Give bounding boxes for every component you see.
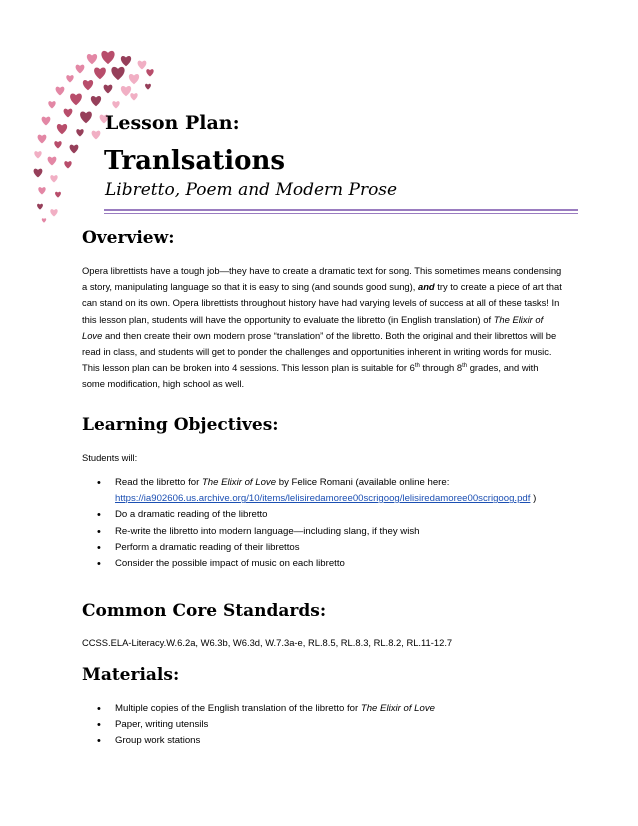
heart-icon xyxy=(94,67,106,79)
heart-icon xyxy=(87,54,97,64)
heart-icon xyxy=(138,61,147,70)
heart-icon xyxy=(83,80,93,90)
objectives-intro: Students will: xyxy=(82,452,138,463)
heart-icon xyxy=(121,86,131,96)
heart-icon xyxy=(34,169,43,178)
heart-icon xyxy=(56,87,65,96)
heart-icon xyxy=(57,124,67,134)
heart-icon xyxy=(121,56,131,66)
heart-icon xyxy=(70,145,79,154)
heart-icon xyxy=(42,117,51,126)
heart-icon xyxy=(145,84,151,90)
objectives-heading: Learning Objectives: xyxy=(82,415,279,435)
heart-icon xyxy=(76,65,85,74)
standards-text: CCSS.ELA-Literacy.W.6.2a, W6.3b, W6.3d, W.7.3a-e, RL.8.5, RL.8.3, RL.8.2, RL.11-12.7 xyxy=(82,637,453,648)
title-main: Tranlsations xyxy=(104,146,286,176)
overview-paragraph: Opera librettists have a tough job—they have to create a dramatic text for song. This sometimes means condensing a story, manipulating language so that it is easy to sing (and sounds good sung), and try to create a piece of art that can stand on its own. Opera librettists throughout history have had varying levels of success at all of these tasks! In this lesson plan, students will have the opportunity to evaluate the libretto (in English translation) of The Elixir of Love and then create their own modern prose “translation” of the libretto. Both the original and their librettos will be read in class, and students will get to ponder the challenges and opportunities inherent in writing words for music. This lesson plan can be broken into 4 sessions. This lesson plan is suitable for 6th through 8th grades, and with some modification, high school as well. xyxy=(82,265,562,390)
heart-icon xyxy=(34,151,41,158)
heart-icon xyxy=(76,129,83,136)
title-lesson-plan: Lesson Plan: xyxy=(105,112,240,134)
heart-icon xyxy=(70,93,82,105)
heart-icon xyxy=(112,101,119,108)
heart-icon xyxy=(54,141,61,148)
heart-icon xyxy=(130,93,137,100)
heart-icon xyxy=(111,67,124,80)
standards-heading: Common Core Standards: xyxy=(82,601,327,621)
heart-icon xyxy=(42,218,46,222)
heart-icon xyxy=(66,75,73,82)
list-item: • Multiple copies of the English translation of the libretto for The Elixir of Love xyxy=(82,701,572,717)
objectives-list xyxy=(82,475,572,572)
title-divider xyxy=(104,209,578,215)
list-item: • Consider the possible impact of music on each libretto xyxy=(82,556,572,572)
libretto-link[interactable]: https://ia902606.us.archive.org/10/items/lelisiredamoree00scrigoog/lelisiredamoree00scrigoog.pdf xyxy=(115,493,531,505)
materials-list xyxy=(82,701,572,750)
materials-heading: Materials: xyxy=(82,665,180,685)
heart-icon xyxy=(101,51,114,64)
heart-icon xyxy=(92,131,101,140)
list-item: • Group work stations xyxy=(82,733,572,749)
heart-icon xyxy=(50,209,57,216)
subtitle: Libretto, Poem and Modern Prose xyxy=(105,180,398,200)
heart-icon xyxy=(48,101,55,108)
heart-icon xyxy=(38,135,47,144)
list-item: • Re-write the libretto into modern language—including slang, if they wish xyxy=(82,524,572,540)
heart-icon xyxy=(48,157,57,166)
heart-icon xyxy=(129,74,139,84)
list-item: • Perform a dramatic reading of their librettos xyxy=(82,540,572,556)
overview-heading: Overview: xyxy=(82,228,175,248)
heart-icon xyxy=(50,175,57,182)
heart-icon xyxy=(104,85,113,94)
heart-icon xyxy=(38,187,45,194)
heart-icon xyxy=(80,111,92,123)
list-item: • Read the libretto for The Elixir of Love by Felice Romani (available online here: https://ia902606.us.archive.org/10/items/lelisiredamoree00scrigoog/lelisiredamoree00scrigoog.pdf ) xyxy=(82,475,572,507)
heart-icon xyxy=(64,161,71,168)
heart-icon xyxy=(55,192,61,198)
heart-icon xyxy=(146,69,153,76)
list-item: • Do a dramatic reading of the libretto xyxy=(82,507,572,523)
list-item: • Paper, writing utensils xyxy=(82,717,572,733)
heart-icon xyxy=(37,204,43,210)
heart-icon xyxy=(91,96,101,106)
heart-icon xyxy=(64,109,73,118)
